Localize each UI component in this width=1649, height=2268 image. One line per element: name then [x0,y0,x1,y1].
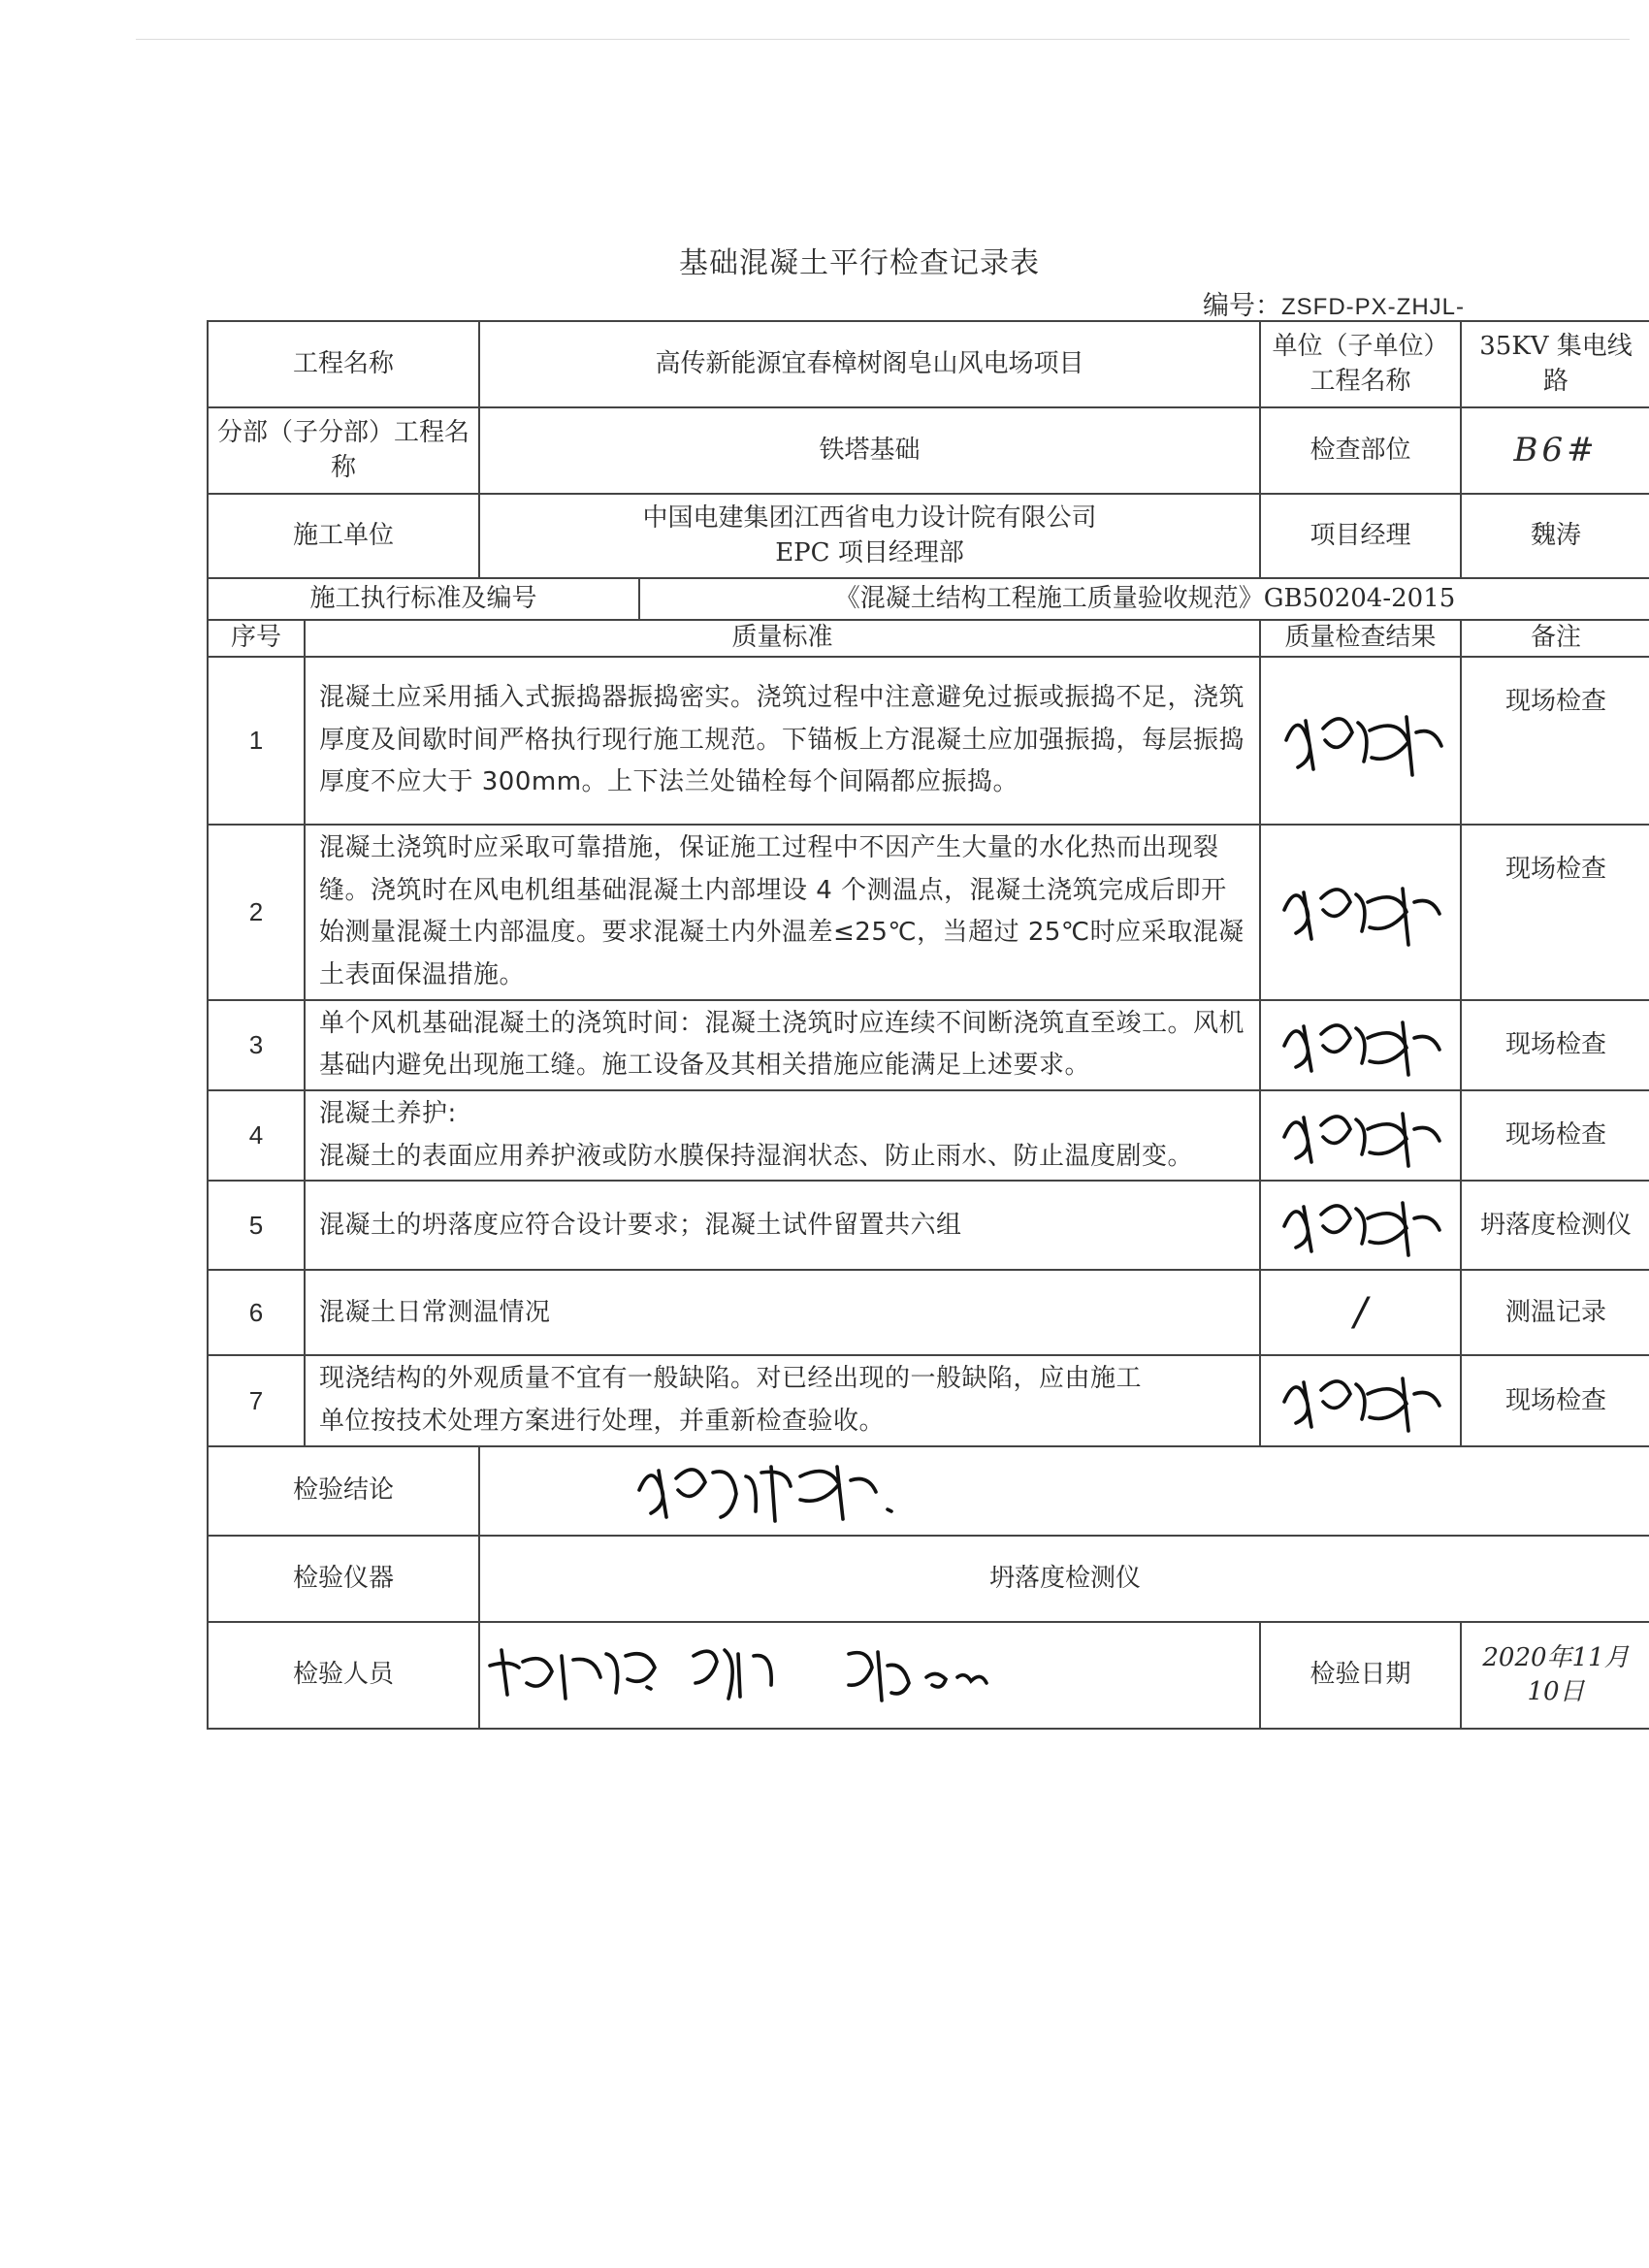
result-signature-4 [1269,1092,1453,1170]
standard-row [208,578,1649,620]
unit-name-label: 单位（子单位）工程名称 [1260,321,1461,407]
row-remark: 坍落度检测仪 [1461,1181,1649,1270]
conclusion-label: 检验结论 [208,1446,479,1536]
header-seq: 序号 [208,620,305,657]
table-row [208,1181,1649,1270]
row-standard-text [305,1090,1260,1181]
row-remark: 测温记录 [1461,1270,1649,1355]
table-row [208,1000,1649,1090]
row-remark: 现场检查 [1461,1090,1649,1181]
table-row [208,1355,1649,1445]
result-signature-2 [1269,854,1453,960]
row-result-cell [1260,1090,1461,1181]
row-standard-line2: 混凝土的表面应用养护液或防水膜保持湿润状态、防止雨水、防止温度剧变。 [319,1141,1194,1171]
contractor-line2: EPC 项目经理部 [775,537,964,567]
row-result-cell [1260,825,1461,1000]
project-row [208,321,1649,407]
header-result: 质量检查结果 [1260,620,1461,657]
row-seq: 7 [208,1355,305,1445]
row-standard-text: 单个风机基础混凝土的浇筑时间：混凝土浇筑时应连续不间断浇筑直至竣工。风机基础内避免出现施工缝。施工设备及其相关措施应能满足上述要求。 [305,1000,1260,1090]
row-standard-text: 混凝土的坍落度应符合设计要求；混凝土试件留置共六组 [305,1181,1260,1270]
row-standard-line2: 单位按技术处理方案进行处理，并重新检查验收。 [319,1407,886,1437]
result-signature-7 [1269,1357,1453,1435]
row-result-cell [1260,1000,1461,1090]
row-seq: 1 [208,657,305,825]
conclusion-value [479,1446,1649,1536]
instrument-value: 坍落度检测仪 [479,1536,1649,1622]
result-slash: / [1353,1290,1368,1336]
location-handwritten: B6# [1513,430,1599,470]
row-seq: 4 [208,1090,305,1181]
table-row [208,657,1649,825]
table-row [208,1090,1649,1181]
row-remark: 现场检查 [1461,1000,1649,1090]
contractor-row [208,494,1649,578]
inspection-date-label: 检验日期 [1260,1622,1461,1729]
document-number-label: 编号： [1203,291,1281,321]
inspector-row [208,1622,1649,1729]
row-result-cell [1260,1181,1461,1270]
scan-edge-line [136,39,1630,40]
conclusion-row [208,1446,1649,1536]
inspector-signatures [479,1622,1260,1729]
row-seq: 5 [208,1181,305,1270]
row-result-cell [1260,1270,1461,1355]
location-label: 检查部位 [1260,407,1461,494]
manager-value: 魏涛 [1461,494,1649,578]
project-name-label: 工程名称 [208,321,479,407]
manager-label: 项目经理 [1260,494,1461,578]
instrument-row [208,1536,1649,1622]
table-row [208,825,1649,1000]
row-standard-text: 混凝土应采用插入式振捣器振捣密实。浇筑过程中注意避免过振或振捣不足，浇筑厚度及间歇时间严格执行现行施工规范。下锚板上方混凝土应加强振捣，每层振捣厚度不应大于 300mm。上下法兰处锚栓每个间隔都应振捣。 [305,657,1260,825]
subdivision-value: 铁塔基础 [479,407,1260,494]
result-signature-5 [1269,1182,1453,1259]
row-seq: 3 [208,1000,305,1090]
inspection-date-handwritten: 2020年11月10日 [1482,1642,1630,1706]
row-remark: 现场检查 [1461,657,1649,825]
row-seq: 2 [208,825,305,1000]
location-value [1461,407,1649,494]
document-number [1203,284,1465,322]
subdivision-label: 分部（子分部）工程名称 [208,407,479,494]
unit-name-value: 35KV 集电线路 [1461,321,1649,407]
standard-value: 《混凝土结构工程施工质量验收规范》GB50204-2015 [639,578,1649,620]
row-standard-text [305,1355,1260,1445]
contractor-label: 施工单位 [208,494,479,578]
result-signature-1 [1269,682,1453,789]
inspector-signature-image [480,1627,1023,1714]
result-signature-3 [1269,1001,1453,1079]
contractor-line1: 中国电建集团江西省电力设计院有限公司 [642,503,1097,534]
row-remark: 现场检查 [1461,1355,1649,1445]
row-remark: 现场检查 [1461,825,1649,1000]
inspection-table [207,320,1649,1730]
table-row [208,1270,1649,1355]
row-standard-line1: 现浇结构的外观质量不宜有一般缺陷。对已经出现的一般缺陷，应由施工 [319,1364,1143,1394]
header-standard: 质量标准 [305,620,1260,657]
project-name-value: 高传新能源宜春樟树阁皂山风电场项目 [479,321,1260,407]
contractor-value [479,494,1260,578]
inspector-label: 检验人员 [208,1622,479,1729]
standard-label: 施工执行标准及编号 [208,578,639,620]
row-result-cell [1260,657,1461,825]
row-standard-line1: 混凝土养护: [319,1099,457,1129]
row-standard-text: 混凝土浇筑时应采取可靠措施，保证施工过程中不因产生大量的水化热而出现裂缝。浇筑时在风电机组基础混凝土内部埋设 4 个测温点，混凝土浇筑完成后即开始测量混凝土内部温度。要求混凝土内外温差≤25℃，当超过 25℃时应采取混凝土表面保温措施。 [305,825,1260,1000]
instrument-label: 检验仪器 [208,1536,479,1622]
form-title: 基础混凝土平行检查记录表 [679,246,1040,280]
row-standard-text: 混凝土日常测温情况 [305,1270,1260,1355]
header-remark: 备注 [1461,620,1649,657]
row-seq: 6 [208,1270,305,1355]
document-number-value: ZSFD-PX-ZHJL- [1281,294,1465,320]
column-header-row [208,620,1649,657]
inspection-date-value [1461,1622,1649,1729]
subdivision-row [208,407,1649,494]
row-result-cell [1260,1355,1461,1445]
conclusion-signature [626,1447,975,1525]
